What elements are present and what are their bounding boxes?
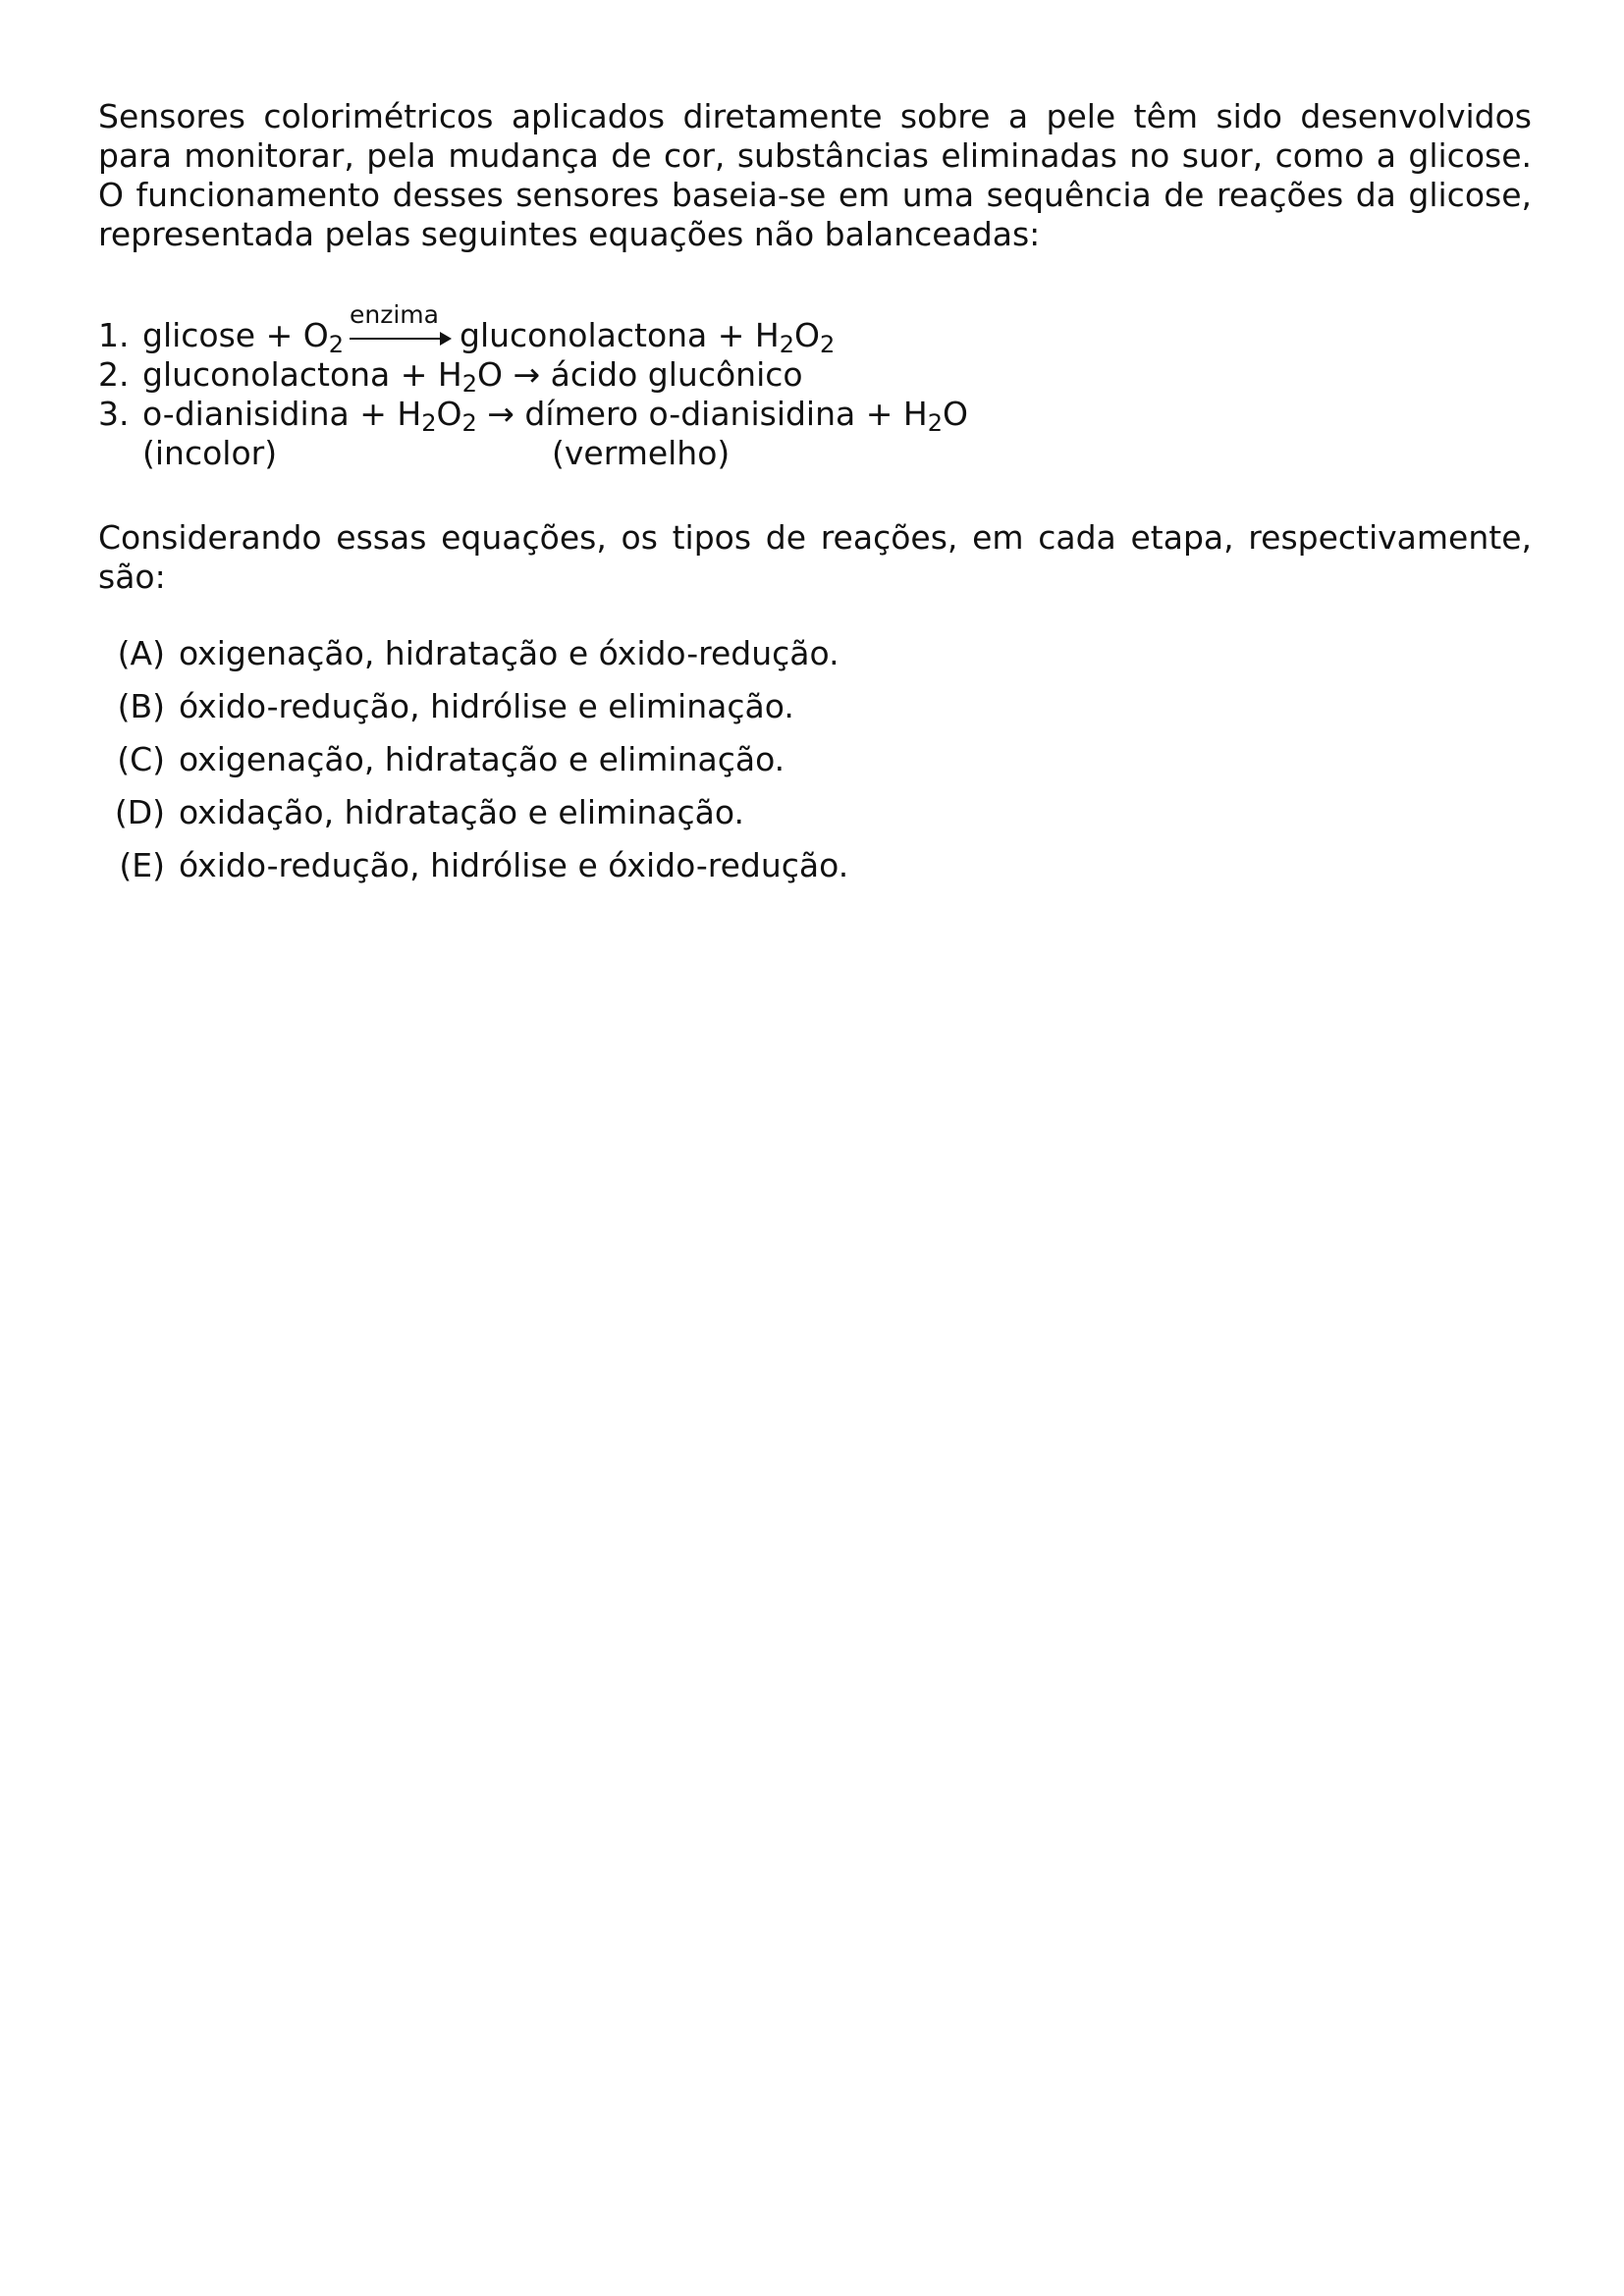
equation-1-reactants [142,316,344,358]
arrow-icon: → [513,355,541,394]
option-text: oxigenação, hidratação e eliminação. [179,740,785,778]
reaction-arrow [344,300,460,355]
option-letter: (A) [117,634,165,672]
subscript: 2 [779,331,794,358]
intro-line: para monitorar, pela mudança de cor, substâncias eliminadas no suor, como a glicose. [98,136,1532,175]
reactant-text: O [477,355,503,394]
equation-1-products [460,316,836,358]
equations-block [98,300,1532,473]
option-letter: (D) [114,793,165,831]
subscript: 2 [461,409,477,437]
subscript: 2 [927,409,943,437]
question-stem [98,518,1532,597]
equation-number: 3. [98,395,130,433]
arrow-head-icon [440,332,452,346]
arrow-icon: → [487,395,514,433]
option-b[interactable] [98,687,1532,740]
option-text: oxidação, hidratação e eliminação. [179,793,744,831]
option-d[interactable] [98,793,1532,846]
product-text: dímero o-dianisidina + H [524,395,928,433]
question-line: Considerando essas equações, os tipos de reações, em cada etapa, respectivamente, [98,518,1532,557]
arrow-shaft [350,338,448,340]
subscript: 2 [819,331,836,358]
subscript: 2 [328,331,344,358]
subscript: 2 [421,409,437,437]
reactant-text: O [436,395,462,433]
product-text: gluconolactona + H [460,316,780,354]
intro-line: representada pelas seguintes equações não balanceadas: [98,215,1041,253]
option-text: oxigenação, hidratação e óxido-redução. [179,634,839,672]
reactant-text: o-dianisidina + H [142,395,422,433]
question-line: são: [98,558,166,596]
product-text: ácido glucônico [550,355,803,394]
subscript: 2 [461,370,477,398]
option-text: óxido-redução, hidrólise e eliminação. [179,687,794,725]
reactant-text: glicose + O [142,316,329,354]
reactant-text: gluconolactona + H [142,355,462,394]
equation-number: 1. [98,316,130,354]
color-annotations [98,434,1532,473]
answer-options [98,634,1532,899]
color-label-reactant: (incolor) [142,434,278,472]
equation-2 [98,355,1532,398]
option-c[interactable] [98,740,1532,793]
equation-number: 2. [98,355,130,394]
option-letter: (B) [117,687,165,725]
product-text: O [942,395,968,433]
option-e[interactable] [98,846,1532,899]
product-text: O [794,316,820,354]
intro-paragraph [98,97,1532,254]
arrow-label: enzima [350,300,439,329]
option-letter: (C) [117,740,165,778]
option-letter: (E) [119,846,165,884]
option-a[interactable] [98,634,1532,687]
option-text: óxido-redução, hidrólise e óxido-redução. [179,846,849,884]
equation-3 [98,395,1532,437]
color-label-product: (vermelho) [552,434,731,472]
intro-line: O funcionamento desses sensores baseia-se em uma sequência de reações da glicose, [98,176,1532,214]
equation-1 [98,300,1532,358]
intro-line: Sensores colorimétricos aplicados diretamente sobre a pele têm sido desenvolvidos [98,97,1532,135]
